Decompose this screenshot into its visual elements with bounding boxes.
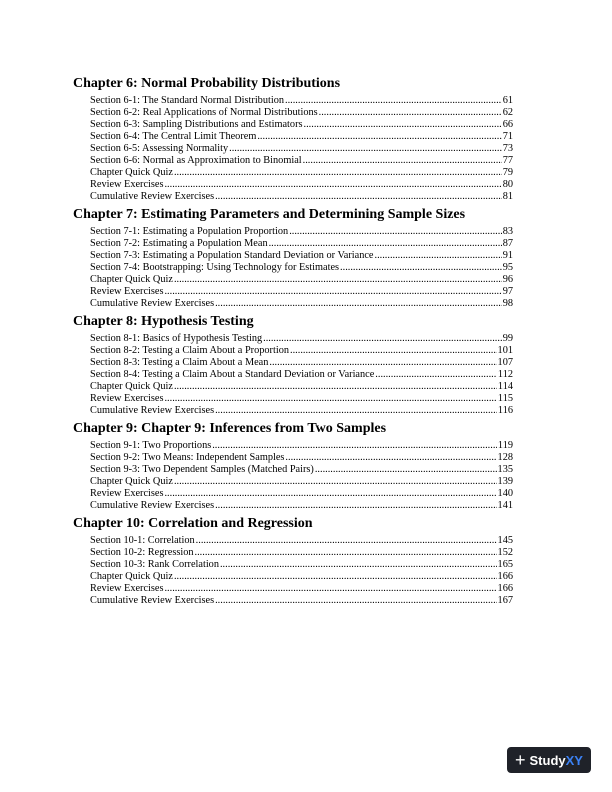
dot-leader: [257, 131, 501, 143]
toc-entry-title: Section 6-2: Real Applications of Normal Distributions: [90, 107, 318, 118]
brand-name-main: Study: [529, 752, 566, 768]
dot-leader: [285, 95, 502, 107]
toc-entry-page: 166: [497, 583, 513, 594]
toc-entry-page: 80: [502, 179, 513, 190]
toc-entry-page: 135: [497, 464, 513, 475]
toc-entry[interactable]: [90, 191, 513, 203]
dot-leader: [263, 333, 502, 345]
toc-entry-page: 62: [502, 107, 513, 118]
chapter-title: Chapter 7: Estimating Parameters and Determining Sample Sizes: [73, 207, 466, 222]
toc-entry-page: 66: [502, 119, 513, 130]
toc-entry-page: 97: [502, 286, 513, 297]
dot-leader: [340, 262, 502, 274]
toc-entry-title: Cumulative Review Exercises: [90, 500, 215, 511]
dot-leader: [164, 583, 496, 595]
toc-entry-title: Chapter Quick Quiz: [90, 476, 173, 487]
dot-leader: [315, 464, 497, 476]
toc-entry[interactable]: [90, 274, 513, 286]
toc-entry[interactable]: [90, 286, 513, 298]
toc-entry[interactable]: [90, 547, 513, 559]
dot-leader: [215, 595, 496, 607]
toc-entry-title: Section 6-3: Sampling Distributions and Estimators: [90, 119, 303, 130]
toc-entry[interactable]: [90, 143, 513, 155]
toc-entry-page: 96: [502, 274, 513, 285]
brand-name-accent: XY: [565, 752, 583, 768]
chapter-title: Chapter 9: Chapter 9: Inferences from Two Samples: [73, 421, 387, 436]
dot-leader: [269, 357, 496, 369]
toc-entry-title: Section 9-3: Two Dependent Samples (Matched Pairs): [90, 464, 314, 475]
toc-entry[interactable]: [90, 226, 513, 238]
dot-leader: [195, 547, 497, 559]
dot-leader: [174, 571, 497, 583]
toc-entry-page: 114: [497, 381, 513, 392]
dot-leader: [229, 143, 502, 155]
toc-entry[interactable]: [90, 571, 513, 583]
toc-entry-page: 167: [497, 595, 513, 606]
toc-entry-title: Review Exercises: [90, 488, 164, 499]
toc-entry[interactable]: [90, 464, 513, 476]
dot-leader: [375, 250, 502, 262]
chapter-section: [73, 206, 513, 310]
toc-entry-title: Section 8-4: Testing a Claim About a Standard Deviation or Variance: [90, 369, 375, 380]
toc-entry[interactable]: [90, 583, 513, 595]
toc-entry[interactable]: [90, 488, 513, 500]
toc-entry-title: Cumulative Review Exercises: [90, 191, 215, 202]
toc-entry-page: 116: [497, 405, 513, 416]
toc-entry-page: 99: [502, 333, 513, 344]
toc-entry-page: 77: [502, 155, 513, 166]
dot-leader: [303, 155, 502, 167]
toc-entry-title: Section 7-1: Estimating a Population Proportion: [90, 226, 289, 237]
toc-entry-title: Section 6-6: Normal as Approximation to Binomial: [90, 155, 302, 166]
toc-entry[interactable]: [90, 262, 513, 274]
toc-entry-title: Section 7-3: Estimating a Population Standard Deviation or Variance: [90, 250, 374, 261]
toc-entry[interactable]: [90, 357, 513, 369]
toc-entry-page: 115: [497, 393, 513, 404]
toc-entry[interactable]: [90, 345, 513, 357]
toc-entry[interactable]: [90, 250, 513, 262]
chapter-section: [73, 420, 513, 512]
toc-entry-title: Review Exercises: [90, 393, 164, 404]
toc-entry-page: 61: [502, 95, 513, 106]
toc-entry-page: 139: [497, 476, 513, 487]
toc-entry[interactable]: [90, 179, 513, 191]
toc-entry[interactable]: [90, 595, 513, 607]
dot-leader: [304, 119, 502, 131]
dot-leader: [319, 107, 502, 119]
toc-entry-title: Review Exercises: [90, 583, 164, 594]
chapter-section: [73, 515, 513, 607]
toc-entry[interactable]: [90, 452, 513, 464]
toc-entry-title: Review Exercises: [90, 179, 164, 190]
toc-entry[interactable]: [90, 119, 513, 131]
toc-entry-title: Cumulative Review Exercises: [90, 405, 215, 416]
table-of-contents: [73, 75, 513, 607]
toc-entry-title: Chapter Quick Quiz: [90, 167, 173, 178]
toc-entry-page: 91: [502, 250, 513, 261]
chapter-section: [73, 75, 513, 203]
toc-entry-page: 87: [502, 238, 513, 249]
toc-entry-page: 112: [497, 369, 513, 380]
dot-leader: [174, 274, 502, 286]
toc-entry-title: Review Exercises: [90, 286, 164, 297]
toc-entry-page: 140: [497, 488, 513, 499]
dot-leader: [269, 238, 502, 250]
toc-entry-title: Section 7-4: Bootstrapping: Using Technology for Estimates: [90, 262, 340, 273]
toc-entry-title: Section 8-1: Basics of Hypothesis Testing: [90, 333, 263, 344]
toc-entry-title: Cumulative Review Exercises: [90, 595, 215, 606]
toc-entry[interactable]: [90, 535, 513, 547]
toc-entry[interactable]: [90, 155, 513, 167]
toc-entry-page: 119: [497, 440, 513, 451]
toc-entry-title: Section 10-1: Correlation: [90, 535, 195, 546]
toc-entry-title: Section 7-2: Estimating a Population Mean: [90, 238, 268, 249]
toc-entry-title: Section 6-1: The Standard Normal Distribution: [90, 95, 284, 106]
dot-leader: [215, 405, 497, 417]
chapter-section: [73, 313, 513, 417]
toc-entry-title: Chapter Quick Quiz: [90, 381, 173, 392]
dot-leader: [164, 286, 501, 298]
toc-entry-page: 107: [497, 357, 513, 368]
dot-leader: [215, 298, 502, 310]
dot-leader: [196, 535, 497, 547]
toc-entry-title: Section 8-3: Testing a Claim About a Mean: [90, 357, 269, 368]
toc-entry[interactable]: [90, 333, 513, 345]
toc-entry[interactable]: [90, 298, 513, 310]
dot-leader: [164, 179, 501, 191]
dot-leader: [164, 488, 496, 500]
dot-leader: [174, 167, 502, 179]
dot-leader: [215, 191, 502, 203]
dot-leader: [375, 369, 497, 381]
dot-leader: [290, 345, 497, 357]
dot-leader: [164, 393, 496, 405]
toc-entry-page: 166: [497, 571, 513, 582]
chapter-title: Chapter 6: Normal Probability Distributions: [73, 76, 341, 91]
toc-entry-page: 83: [502, 226, 513, 237]
dot-leader: [174, 476, 497, 488]
toc-entry[interactable]: [90, 381, 513, 393]
toc-entry[interactable]: [90, 476, 513, 488]
dot-leader: [212, 440, 497, 452]
toc-entry-title: Section 9-1: Two Proportions: [90, 440, 212, 451]
toc-entry-page: 81: [502, 191, 513, 202]
chapter-title: Chapter 8: Hypothesis Testing: [73, 314, 254, 329]
studyxy-logo[interactable]: [507, 747, 591, 773]
toc-entry-page: 95: [502, 262, 513, 273]
toc-entry-title: Section 6-5: Assessing Normality: [90, 143, 229, 154]
toc-entry-page: 71: [502, 131, 513, 142]
toc-entry-page: 79: [502, 167, 513, 178]
toc-entry[interactable]: [90, 167, 513, 179]
toc-entry-title: Section 9-2: Two Means: Independent Samples: [90, 452, 285, 463]
dot-leader: [220, 559, 497, 571]
toc-entry-page: 165: [497, 559, 513, 570]
toc-entry-page: 145: [497, 535, 513, 546]
plus-icon: +: [515, 750, 526, 770]
chapter-title: Chapter 10: Correlation and Regression: [73, 516, 313, 531]
toc-entry[interactable]: [90, 238, 513, 250]
toc-entry-title: Section 6-4: The Central Limit Theorem: [90, 131, 257, 142]
toc-entry-title: Cumulative Review Exercises: [90, 298, 215, 309]
toc-entry[interactable]: [90, 107, 513, 119]
toc-entry-title: Chapter Quick Quiz: [90, 274, 173, 285]
toc-entry-title: Chapter Quick Quiz: [90, 571, 173, 582]
toc-entry-page: 101: [497, 345, 513, 356]
toc-entry-title: Section 10-3: Rank Correlation: [90, 559, 219, 570]
toc-entry[interactable]: [90, 440, 513, 452]
toc-entry-page: 73: [502, 143, 513, 154]
toc-entry[interactable]: [90, 369, 513, 381]
toc-entry[interactable]: [90, 405, 513, 417]
toc-entry-page: 152: [497, 547, 513, 558]
toc-entry-title: Section 10-2: Regression: [90, 547, 194, 558]
toc-entry[interactable]: [90, 559, 513, 571]
toc-entry-page: 98: [502, 298, 513, 309]
toc-entry-title: Section 8-2: Testing a Claim About a Proportion: [90, 345, 290, 356]
toc-entry-page: 128: [497, 452, 513, 463]
dot-leader: [289, 226, 502, 238]
toc-entry[interactable]: [90, 500, 513, 512]
toc-entry-page: 141: [497, 500, 513, 511]
toc-entry[interactable]: [90, 131, 513, 143]
toc-entry[interactable]: [90, 95, 513, 107]
dot-leader: [215, 500, 496, 512]
toc-entry[interactable]: [90, 393, 513, 405]
dot-leader: [174, 381, 497, 393]
dot-leader: [285, 452, 496, 464]
